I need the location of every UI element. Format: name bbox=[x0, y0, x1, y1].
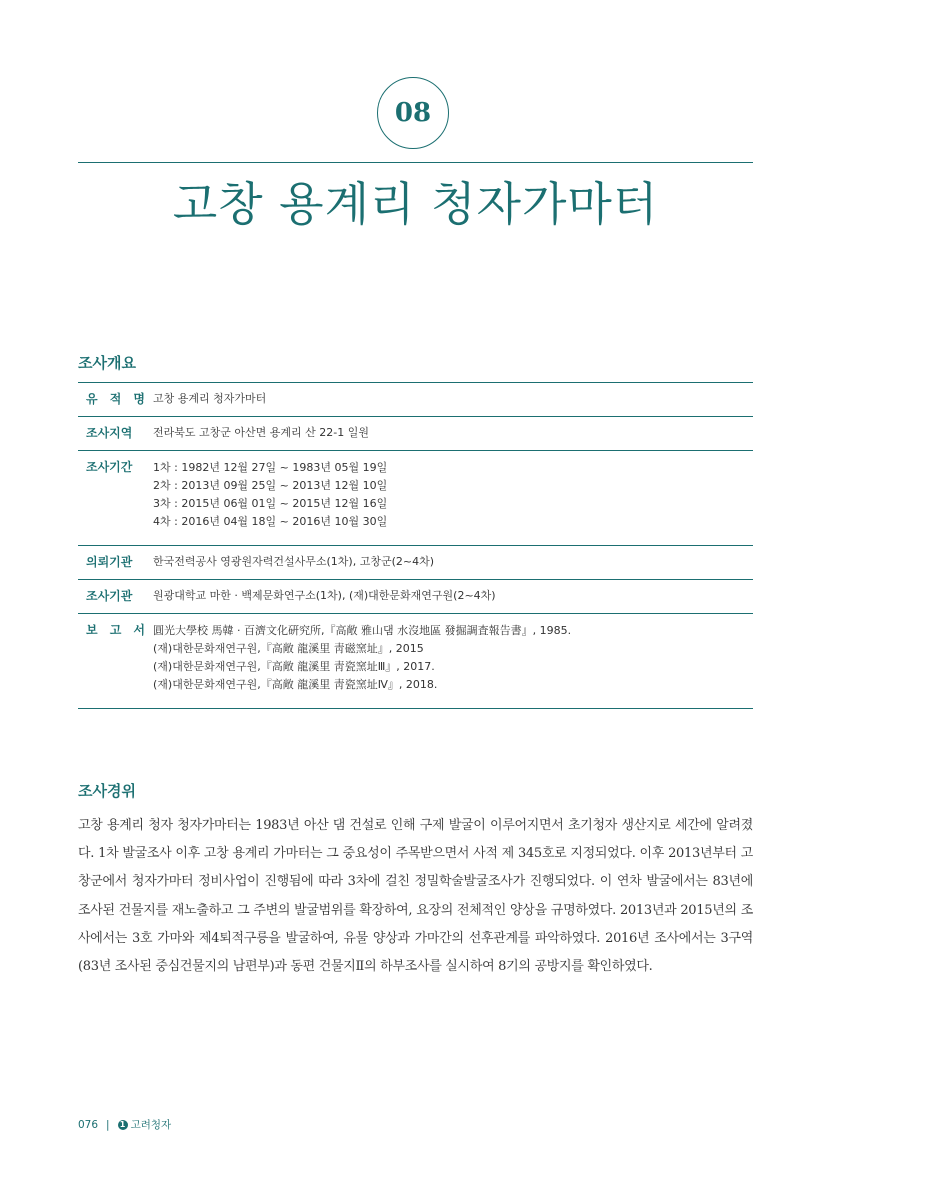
title-divider bbox=[78, 162, 753, 163]
row-label: 유 적 명 bbox=[86, 392, 145, 406]
row-values bbox=[153, 459, 753, 531]
row-label: 의뢰기관 bbox=[86, 555, 133, 569]
overview-row-client bbox=[78, 545, 753, 579]
history-heading: 조사경위 bbox=[78, 782, 136, 800]
chapter-number-badge bbox=[377, 77, 449, 149]
row-value: 고창 용계리 청자가마터 bbox=[153, 392, 267, 405]
row-value: 2차 : 2013년 09월 25일 ~ 2013년 12월 10일 bbox=[153, 479, 388, 492]
row-label: 조사기관 bbox=[86, 589, 133, 603]
row-values bbox=[153, 425, 753, 441]
row-values bbox=[153, 588, 753, 604]
row-values bbox=[153, 554, 753, 570]
row-value: (재)대한문화재연구원,『高敞 龍溪里 靑瓷窯址Ⅳ』, 2018. bbox=[153, 678, 438, 691]
row-value: 圓光大學校 馬韓 · 百濟文化硏究所,『高敞 雅山댐 水沒地區 發掘調査報告書』, 1985. bbox=[153, 624, 572, 637]
row-label: 조사지역 bbox=[86, 426, 133, 440]
row-value: 전라북도 고창군 아산면 용계리 산 22-1 일원 bbox=[153, 426, 369, 439]
row-label: 조사기간 bbox=[86, 460, 133, 474]
overview-table bbox=[78, 382, 753, 709]
page-footer bbox=[78, 1117, 171, 1132]
row-values bbox=[153, 622, 753, 694]
row-values bbox=[153, 391, 753, 407]
footer-separator: | bbox=[106, 1118, 110, 1131]
row-value: 3차 : 2015년 06월 01일 ~ 2015년 12월 16일 bbox=[153, 497, 388, 510]
row-value: 원광대학교 마한 · 백제문화연구소(1차), (재)대한문화재연구원(2~4차) bbox=[153, 589, 496, 602]
overview-heading: 조사개요 bbox=[78, 354, 136, 372]
row-value: 4차 : 2016년 04월 18일 ~ 2016년 10월 30일 bbox=[153, 515, 388, 528]
history-paragraph: 고창 용계리 청자 청자가마터는 1983년 아산 댐 건설로 인해 구제 발굴이 이루어지면서 초기청자 생산지로 세간에 알려졌다. 1차 발굴조사 이후 고창 용계리 가마터는 그 중요성이 주목받으면서 사적 제 345호로 지정되었다. 이후 2013년부터 고창군에서 청자가마터 정비사업이 진행됨에 따라 3차에 걸친 정밀학술발굴조사가 진행되었다. 이 연차 발굴에서는 83년에 조사된 건물지를 재노출하고 그 주변의 발굴범위를 확장하여, 요장의 전체적인 양상을 규명하였다. 2013년과 2015년의 조사에서는 3호 가마와 제4퇴적구릉을 발굴하여, 유물 양상과 가마간의 선후관계를 파악하였다. 2016년 조사에서는 3구역(83년 조사된 중심건물지의 남편부)과 동편 건물지Ⅱ의 하부조사를 실시하여 8기의 공방지를 확인하였다. bbox=[78, 818, 753, 975]
chapter-index-icon: 1 bbox=[118, 1120, 128, 1130]
row-value: 한국전력공사 영광원자력건설사무소(1차), 고창군(2~4차) bbox=[153, 555, 435, 568]
page-title: 고창 용계리 청자가마터 bbox=[172, 177, 659, 231]
chapter-name: 고려청자 bbox=[130, 1119, 172, 1131]
overview-row-institution bbox=[78, 579, 753, 613]
row-label: 보 고 서 bbox=[86, 623, 145, 637]
row-value: 1차 : 1982년 12월 27일 ~ 1983년 05월 19일 bbox=[153, 461, 388, 474]
chapter-number: 08 bbox=[394, 98, 432, 128]
overview-row-reports bbox=[78, 613, 753, 708]
overview-row-site-name bbox=[78, 383, 753, 416]
page-number: 076 bbox=[78, 1118, 99, 1131]
row-value: (재)대한문화재연구원,『高敞 龍溪里 靑瓷窯址Ⅲ』, 2017. bbox=[153, 660, 435, 673]
row-value: (재)대한문화재연구원,『高敞 龍溪里 靑磁窯址』, 2015 bbox=[153, 642, 424, 655]
overview-row-period bbox=[78, 450, 753, 545]
overview-row-location bbox=[78, 416, 753, 450]
